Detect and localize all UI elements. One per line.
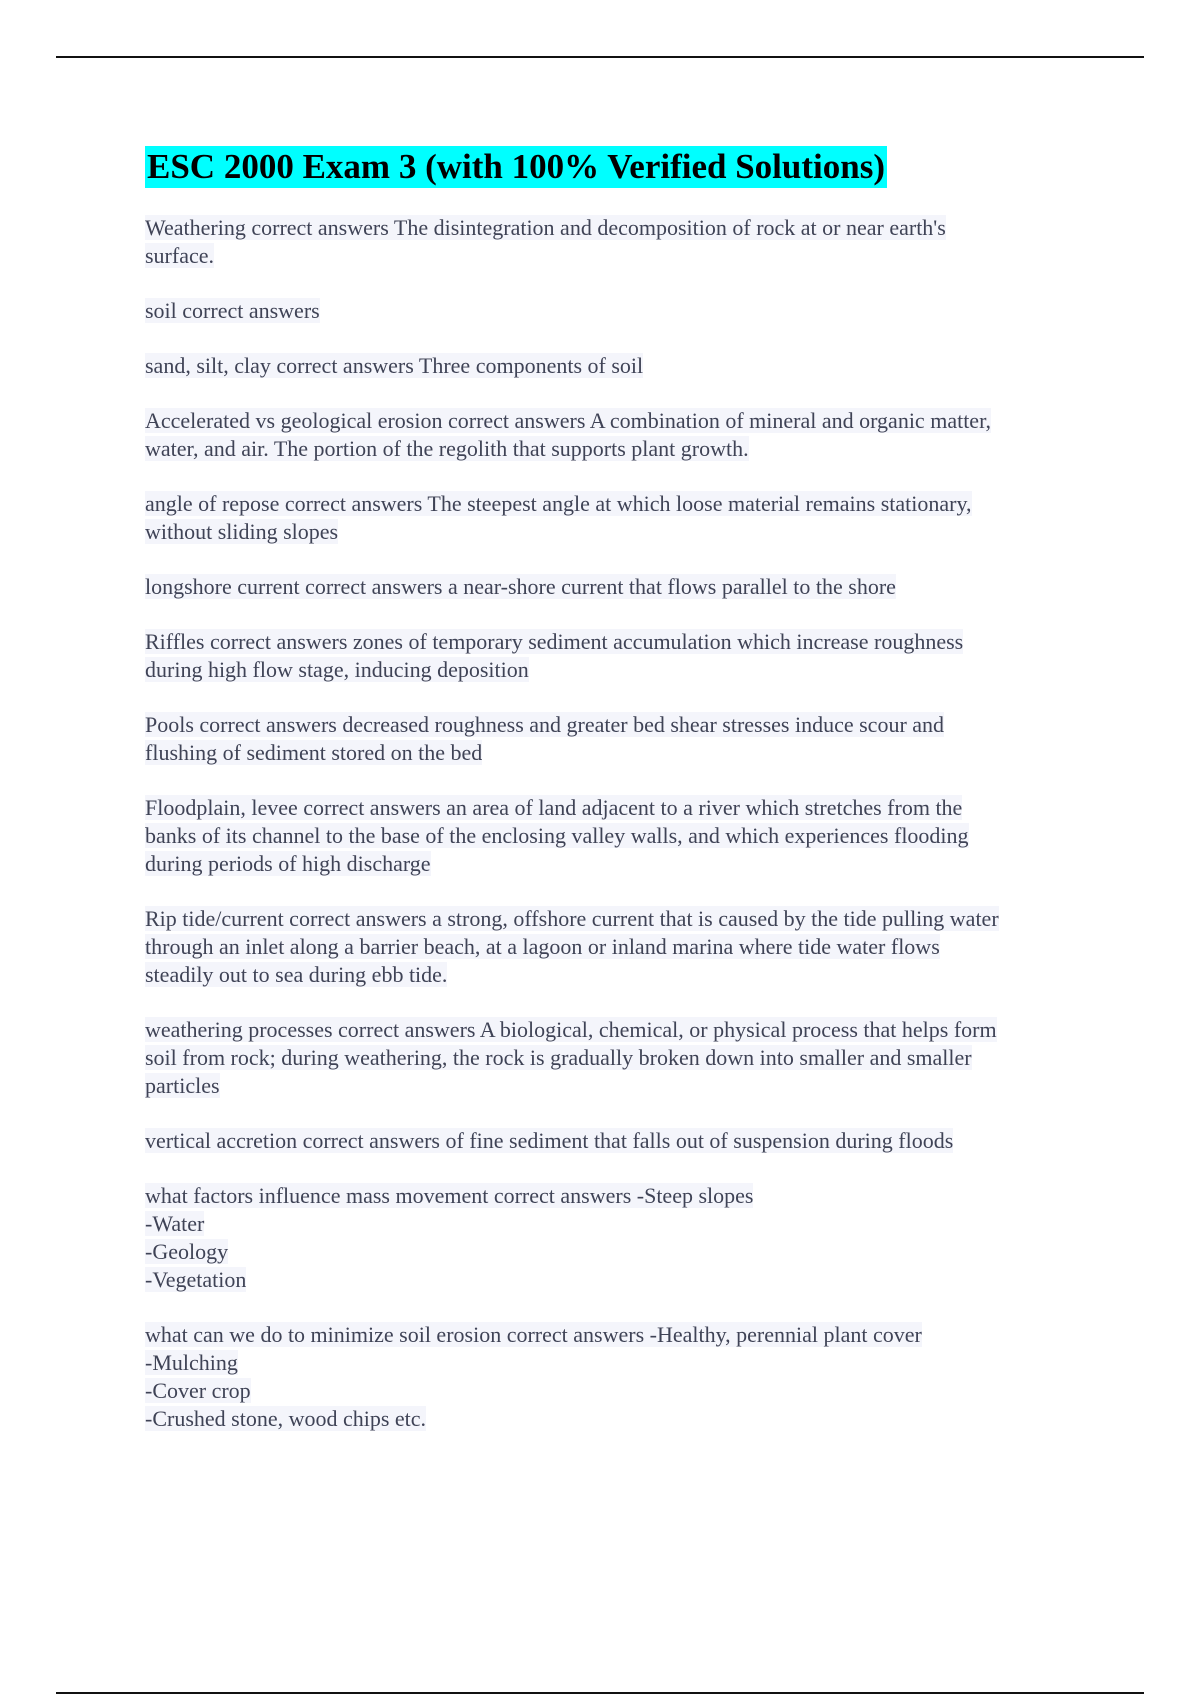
entry-line <box>145 214 1095 242</box>
entry-line <box>145 711 1095 739</box>
entry-line <box>145 297 1095 325</box>
qa-entry <box>145 1127 1095 1155</box>
entry-line-text: Riffles correct answers zones of temporary sediment accumulation which increase roughness <box>145 629 964 654</box>
entry-line <box>145 435 1095 463</box>
entry-line <box>145 407 1095 435</box>
entry-line-text: water, and air. The portion of the regolith that supports plant growth. <box>145 436 749 461</box>
entry-line-text: during periods of high discharge <box>145 851 431 876</box>
qa-entry <box>145 711 1095 767</box>
entry-line <box>145 1072 1095 1100</box>
entry-line-text: Floodplain, levee correct answers an area of land adjacent to a river which stretches from the <box>145 795 963 820</box>
qa-entry <box>145 407 1095 463</box>
entry-line-text: banks of its channel to the base of the enclosing valley walls, and which experiences flooding <box>145 823 969 848</box>
entry-list <box>145 214 1095 1433</box>
entry-line-text: particles <box>145 1073 220 1098</box>
entry-line-text: -Mulching <box>145 1350 238 1375</box>
entry-line-text: what factors influence mass movement correct answers -Steep slopes <box>145 1183 754 1208</box>
entry-line <box>145 794 1095 822</box>
qa-entry <box>145 1321 1095 1433</box>
qa-entry <box>145 573 1095 601</box>
entry-line-text: during high flow stage, inducing deposition <box>145 657 529 682</box>
document-title: ESC 2000 Exam 3 (with 100% Verified Solutions) <box>147 147 885 186</box>
entry-line <box>145 739 1095 767</box>
entry-line <box>145 1377 1095 1405</box>
entry-line-text: -Water <box>145 1211 205 1236</box>
entry-line-text: angle of repose correct answers The steepest angle at which loose material remains stationary, <box>145 491 972 516</box>
entry-line-text: flushing of sediment stored on the bed <box>145 740 483 765</box>
entry-line-text: Rip tide/current correct answers a strong, offshore current that is caused by the tide pulling water <box>145 906 999 931</box>
entry-line-text: steadily out to sea during ebb tide. <box>145 962 448 987</box>
qa-entry <box>145 905 1095 989</box>
top-rule <box>56 56 1144 58</box>
entry-line <box>145 1266 1095 1294</box>
entry-line <box>145 1349 1095 1377</box>
qa-entry <box>145 1182 1095 1294</box>
entry-line-text: sand, silt, clay correct answers Three components of soil <box>145 353 644 378</box>
qa-entry <box>145 214 1095 270</box>
qa-entry <box>145 794 1095 878</box>
entry-line <box>145 490 1095 518</box>
entry-line-text: vertical accretion correct answers of fine sediment that falls out of suspension during floods <box>145 1128 954 1153</box>
entry-line <box>145 1210 1095 1238</box>
entry-line-text: Accelerated vs geological erosion correct answers A combination of mineral and organic matter, <box>145 408 992 433</box>
entry-line-text: Pools correct answers decreased roughness and greater bed shear stresses induce scour and <box>145 712 945 737</box>
entry-line-text: what can we do to minimize soil erosion correct answers -Healthy, perennial plant cover <box>145 1322 922 1347</box>
entry-line <box>145 1182 1095 1210</box>
qa-entry <box>145 1016 1095 1100</box>
entry-line <box>145 1016 1095 1044</box>
entry-line-text: weathering processes correct answers A biological, chemical, or physical process that helps form <box>145 1017 997 1042</box>
entry-line <box>145 518 1095 546</box>
entry-line-text: -Vegetation <box>145 1267 247 1292</box>
qa-entry <box>145 352 1095 380</box>
qa-entry <box>145 490 1095 546</box>
entry-line-text: longshore current correct answers a near-shore current that flows parallel to the shore <box>145 574 896 599</box>
entry-line <box>145 352 1095 380</box>
entry-line-text: -Crushed stone, wood chips etc. <box>145 1406 427 1431</box>
bottom-rule <box>56 1692 1144 1694</box>
entry-line <box>145 933 1095 961</box>
entry-line-text: Weathering correct answers The disintegration and decomposition of rock at or near earth's <box>145 215 946 240</box>
entry-line <box>145 905 1095 933</box>
entry-line-text: without sliding slopes <box>145 519 339 544</box>
entry-line <box>145 1321 1095 1349</box>
entry-line-text: -Cover crop <box>145 1378 251 1403</box>
entry-line <box>145 1238 1095 1266</box>
qa-entry <box>145 628 1095 684</box>
entry-line <box>145 628 1095 656</box>
entry-line-text: -Geology <box>145 1239 229 1264</box>
qa-entry <box>145 297 1095 325</box>
entry-line <box>145 822 1095 850</box>
entry-line-text: through an inlet along a barrier beach, at a lagoon or inland marina where tide water flows <box>145 934 940 959</box>
entry-line-text: surface. <box>145 243 215 268</box>
entry-line <box>145 1044 1095 1072</box>
entry-line <box>145 242 1095 270</box>
entry-line <box>145 1127 1095 1155</box>
entry-line <box>145 573 1095 601</box>
entry-line <box>145 961 1095 989</box>
entry-line-text: soil correct answers <box>145 298 320 323</box>
entry-line <box>145 1405 1095 1433</box>
entry-line <box>145 656 1095 684</box>
entry-line <box>145 850 1095 878</box>
document-body <box>145 146 1095 1460</box>
entry-line-text: soil from rock; during weathering, the rock is gradually broken down into smaller and smaller <box>145 1045 972 1070</box>
